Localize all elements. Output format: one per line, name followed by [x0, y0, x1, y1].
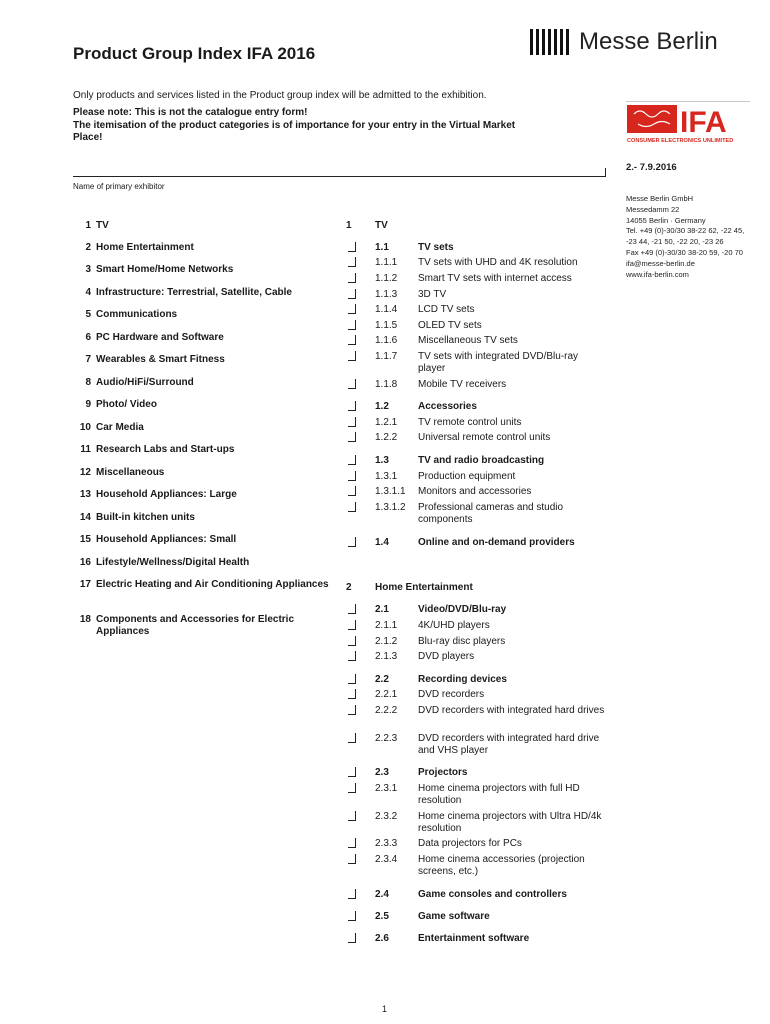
category-label: Mobile TV receivers [418, 379, 507, 390]
toc-label: TV [96, 220, 109, 231]
exhibitor-name-line-end [605, 168, 606, 177]
note-line: Place! [73, 132, 103, 143]
category-row [346, 455, 616, 469]
ifa-top-rule [626, 101, 750, 102]
contact-line: Tel. +49 (0)-30/30 38-22 62, -22 45, [626, 226, 745, 236]
category-label: Projectors [418, 767, 468, 778]
category-row [346, 417, 616, 431]
category-code: 2.3.4 [375, 854, 398, 865]
category-row [346, 471, 616, 485]
category-code: 2.2.3 [375, 733, 398, 744]
category-label: Home cinema projectors with full HD resolution [418, 783, 580, 806]
category-row [346, 320, 616, 334]
toc-item [73, 354, 333, 366]
category-code: 1.1.1 [375, 257, 398, 268]
category-checkbox[interactable] [348, 838, 356, 848]
toc-number: 5 [85, 309, 91, 320]
category-checkbox[interactable] [348, 273, 356, 283]
section-title: TV [375, 220, 388, 231]
category-code: 1.2 [375, 401, 389, 412]
category-row [346, 733, 616, 756]
category-label: Recording devices [418, 674, 507, 685]
toc-number: 12 [79, 467, 91, 478]
category-checkbox[interactable] [348, 471, 356, 481]
toc-item [73, 332, 333, 344]
toc-number: 18 [79, 614, 91, 625]
toc-label: Communications [96, 309, 178, 320]
category-row [346, 854, 616, 877]
category-label: Blu-ray disc players [418, 636, 506, 647]
toc-number: 2 [85, 242, 91, 253]
category-checkbox[interactable] [348, 401, 356, 411]
category-code: 2.4 [375, 889, 389, 900]
toc-item [73, 614, 333, 638]
category-row [346, 502, 616, 525]
toc-label: Audio/HiFi/Surround [96, 377, 194, 388]
event-date: 2.- 7.9.2016 [626, 162, 677, 173]
category-code: 2.3.3 [375, 838, 398, 849]
toc-label: Components and Accessories for Electric Appliances [96, 614, 295, 637]
category-label: TV remote control units [418, 417, 522, 428]
category-row [346, 242, 616, 256]
category-row [346, 379, 616, 393]
toc-item [73, 264, 333, 276]
category-row [346, 604, 616, 618]
category-row [346, 432, 616, 446]
category-code: 2.3.1 [375, 783, 398, 794]
category-checkbox[interactable] [348, 304, 356, 314]
toc-item [73, 242, 333, 254]
category-label: TV and radio broadcasting [418, 455, 545, 466]
intro-text: Only products and services listed in the Product group index will be admitted to the exhibition. [73, 90, 487, 101]
category-code: 1.1.4 [375, 304, 398, 315]
category-code: 1.2.1 [375, 417, 398, 428]
category-label: Entertainment software [418, 933, 530, 944]
toc-number: 1 [85, 220, 91, 231]
category-label: TV sets [418, 242, 454, 253]
contact-line: 14055 Berlin · Germany [626, 215, 706, 225]
contact-line: Messedamm 22 [626, 204, 680, 214]
category-label: Home cinema projectors with Ultra HD/4k resolution [418, 811, 602, 834]
category-label: LCD TV sets [418, 304, 475, 315]
category-row [346, 889, 616, 903]
category-row [346, 401, 616, 415]
toc-label: Lifestyle/Wellness/Digital Health [96, 557, 250, 568]
category-label: Monitors and accessories [418, 486, 532, 497]
category-row [346, 636, 616, 650]
category-checkbox[interactable] [348, 320, 356, 330]
toc-label: Smart Home/Home Networks [96, 264, 234, 275]
note-line: Please note: This is not the catalogue entry form! [73, 107, 308, 118]
messe-berlin-bars-icon [530, 29, 569, 55]
contact-email[interactable]: ifa@messe-berlin.de [626, 258, 695, 268]
category-label: TV sets with UHD and 4K resolution [418, 257, 578, 268]
toc-number: 4 [85, 287, 91, 298]
category-label: Online and on-demand providers [418, 537, 575, 548]
category-row [346, 351, 616, 374]
category-label: TV sets with integrated DVD/Blu-ray player [418, 351, 579, 374]
toc-item [73, 220, 333, 232]
section-title: Home Entertainment [375, 582, 473, 593]
toc-number: 7 [85, 354, 91, 365]
category-row [346, 674, 616, 688]
category-row [346, 933, 616, 947]
category-code: 2.3.2 [375, 811, 398, 822]
toc-label: PC Hardware and Software [96, 332, 224, 343]
contact-line: Fax +49 (0)-30/30 38-20 59, -20 70 [626, 247, 743, 257]
category-checkbox[interactable] [348, 811, 356, 821]
toc-item [73, 579, 333, 591]
exhibitor-name-line[interactable] [73, 176, 606, 177]
toc-number: 11 [80, 444, 91, 455]
category-row [346, 767, 616, 781]
category-label: 3D TV [418, 289, 447, 300]
category-label: Data projectors for PCs [418, 838, 522, 849]
category-checkbox[interactable] [348, 620, 356, 630]
category-row [346, 689, 616, 703]
category-label: 4K/UHD players [418, 620, 490, 631]
category-code: 2.5 [375, 911, 389, 922]
toc-item [73, 399, 333, 411]
ifa-logo [626, 104, 750, 144]
toc-number: 17 [79, 579, 91, 590]
toc-item [73, 444, 333, 456]
messe-berlin-logo [530, 26, 750, 58]
category-checkbox[interactable] [348, 733, 356, 743]
category-row [346, 911, 616, 925]
category-code: 2.3 [375, 767, 389, 778]
category-code: 2.1 [375, 604, 389, 615]
category-row [346, 335, 616, 349]
category-label: Miscellaneous TV sets [418, 335, 518, 346]
category-code: 2.1.3 [375, 651, 398, 662]
category-checkbox[interactable] [348, 767, 356, 777]
category-checkbox[interactable] [348, 432, 356, 442]
toc-number: 3 [85, 264, 91, 275]
exhibitor-name-label: Name of primary exhibitor [73, 182, 165, 191]
contact-block [626, 194, 744, 280]
ifa-emblem [627, 105, 677, 133]
category-checkbox[interactable] [348, 502, 356, 512]
toc-number: 16 [79, 557, 91, 568]
toc-item [73, 422, 333, 434]
category-checkbox[interactable] [348, 911, 356, 921]
category-code: 1.1.6 [375, 335, 398, 346]
toc-number: 10 [79, 422, 91, 433]
category-label: DVD recorders with integrated hard drive and VHS player [418, 733, 600, 756]
section-number: 2 [346, 582, 352, 593]
section-number: 1 [346, 220, 352, 231]
category-code: 1.1.2 [375, 273, 398, 284]
toc-label: Research Labs and Start-ups [96, 444, 235, 455]
toc-number: 9 [85, 399, 91, 410]
category-code: 2.2.2 [375, 705, 398, 716]
toc-label: Car Media [96, 422, 144, 433]
page-title: Product Group Index IFA 2016 [73, 44, 316, 63]
category-label: OLED TV sets [418, 320, 482, 331]
messe-berlin-wordmark: Messe Berlin [579, 28, 718, 55]
toc-item [73, 534, 333, 546]
category-checkbox[interactable] [348, 651, 356, 661]
category-label: Production equipment [418, 471, 516, 482]
category-row [346, 537, 616, 551]
category-checkbox[interactable] [348, 674, 356, 684]
toc-number: 6 [85, 332, 91, 343]
category-row [346, 705, 616, 719]
toc-label: Home Entertainment [96, 242, 194, 253]
toc-label: Electric Heating and Air Conditioning Appliances [96, 579, 329, 590]
toc-item [73, 377, 333, 389]
contact-website[interactable]: www.ifa-berlin.com [626, 269, 689, 279]
category-row [346, 838, 616, 852]
toc-number: 8 [85, 377, 91, 388]
category-code: 1.4 [375, 537, 389, 548]
category-row [346, 620, 616, 634]
category-row [346, 486, 616, 500]
toc-item [73, 287, 333, 299]
category-row [346, 304, 616, 318]
category-label: Game software [418, 911, 490, 922]
category-code: 1.3 [375, 455, 389, 466]
toc-label: Household Appliances: Large [96, 489, 237, 500]
category-checkbox[interactable] [348, 351, 356, 361]
toc-label: Miscellaneous [96, 467, 165, 478]
toc-item [73, 512, 333, 524]
category-code: 1.1.8 [375, 379, 398, 390]
category-label: DVD players [418, 651, 475, 662]
toc-number: 13 [79, 489, 91, 500]
toc-label: Photo/ Video [96, 399, 157, 410]
category-checkbox[interactable] [348, 783, 356, 793]
category-code: 1.2.2 [375, 432, 398, 443]
category-code: 1.3.1.1 [375, 486, 406, 497]
category-checkbox[interactable] [348, 689, 356, 699]
category-checkbox[interactable] [348, 889, 356, 899]
toc-number: 15 [79, 534, 91, 545]
toc-item [73, 467, 333, 479]
category-row [346, 257, 616, 271]
category-row [346, 651, 616, 665]
ifa-tagline: CONSUMER ELECTRONICS UNLIMITED [627, 138, 734, 144]
category-code: 2.2.1 [375, 689, 398, 700]
category-label: Video/DVD/Blu-ray [418, 604, 507, 615]
toc-number: 14 [79, 512, 91, 523]
category-checkbox[interactable] [348, 289, 356, 299]
category-label: Professional cameras and studio components [418, 502, 564, 525]
category-checkbox[interactable] [348, 933, 356, 943]
category-code: 1.3.1.2 [375, 502, 406, 513]
category-label: DVD recorders with integrated hard drives [418, 705, 605, 716]
toc-label: Wearables & Smart Fitness [96, 354, 225, 365]
category-row [346, 783, 616, 806]
category-code: 1.1.3 [375, 289, 398, 300]
category-label: Universal remote control units [418, 432, 551, 443]
category-checkbox[interactable] [348, 604, 356, 614]
category-checkbox[interactable] [348, 335, 356, 345]
category-checkbox[interactable] [348, 486, 356, 496]
ifa-logo-graphic [626, 104, 750, 144]
category-checkbox[interactable] [348, 636, 356, 646]
toc-label: Built-in kitchen units [96, 512, 195, 523]
category-label: Game consoles and controllers [418, 889, 567, 900]
category-code: 2.1.1 [375, 620, 398, 631]
note-text [73, 107, 563, 145]
category-checkbox[interactable] [348, 455, 356, 465]
category-label: Smart TV sets with internet access [418, 273, 572, 284]
contact-line: -23 44, -21 50, -22 20, -23 26 [626, 237, 724, 247]
toc-label: Infrastructure: Terrestrial, Satellite, Cable [96, 287, 292, 298]
category-code: 1.1.5 [375, 320, 398, 331]
category-checkbox[interactable] [348, 257, 356, 267]
contact-line: Messe Berlin GmbH [626, 194, 694, 203]
category-row [346, 289, 616, 303]
category-label: DVD recorders [418, 689, 485, 700]
category-checkbox[interactable] [348, 242, 356, 252]
category-label: Accessories [418, 401, 477, 412]
category-code: 1.1 [375, 242, 389, 253]
category-code: 2.1.2 [375, 636, 398, 647]
category-code: 2.2 [375, 674, 389, 685]
toc-label: Household Appliances: Small [96, 534, 237, 545]
category-checkbox[interactable] [348, 854, 356, 864]
category-checkbox[interactable] [348, 379, 356, 389]
page-number: 1 [382, 1004, 388, 1014]
category-code: 1.3.1 [375, 471, 398, 482]
note-line: The itemisation of the product categories is of importance for your entry in the Virtual Market [73, 119, 516, 131]
toc-item [73, 489, 333, 501]
ifa-wordmark: IFA [680, 106, 727, 139]
toc-item [73, 309, 333, 321]
category-code: 2.6 [375, 933, 389, 944]
category-checkbox[interactable] [348, 417, 356, 427]
category-checkbox[interactable] [348, 537, 356, 547]
category-label: Home cinema accessories (projection screens, etc.) [418, 854, 585, 877]
category-checkbox[interactable] [348, 705, 356, 715]
category-row [346, 273, 616, 287]
category-row [346, 811, 616, 834]
category-code: 1.1.7 [375, 351, 398, 362]
toc-item [73, 557, 333, 569]
